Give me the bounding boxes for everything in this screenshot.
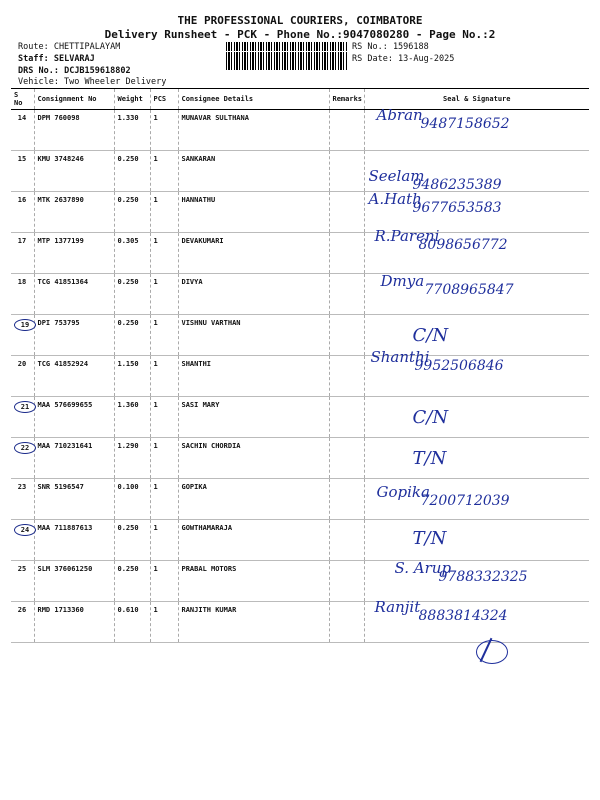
- col-sno: S No: [11, 89, 34, 110]
- col-pcs: PCS: [150, 89, 178, 110]
- pcs-cell: 1: [150, 274, 178, 315]
- signature-cell: [364, 151, 589, 192]
- signature-cell: [364, 348, 589, 397]
- table-row: [11, 192, 589, 233]
- handwritten-remark: C/N: [412, 407, 449, 428]
- pcs-cell: 1: [150, 438, 178, 479]
- handwritten-phone: 9677653583: [412, 200, 502, 216]
- remarks-cell: [329, 520, 364, 561]
- document-subtitle: Delivery Runsheet - PCK - Phone No.:9047080280 - Page No.:2: [104, 28, 496, 41]
- consignee-cell: GOPIKA: [178, 479, 329, 520]
- weight-cell: 1.330: [114, 110, 150, 151]
- drs-label: DRS No.:: [18, 66, 59, 76]
- remarks-cell: [329, 438, 364, 479]
- pcs-cell: 1: [150, 397, 178, 438]
- staff: [18, 54, 95, 64]
- consignment-cell: KMU 3748246: [34, 151, 114, 192]
- remarks-cell: [329, 356, 364, 397]
- sno-cell: [11, 356, 34, 397]
- handwritten-signature: Gopika: [376, 483, 430, 501]
- serial-number: 18: [17, 278, 27, 286]
- serial-number: 17: [17, 237, 27, 245]
- serial-number: 22: [14, 442, 36, 454]
- consignment-cell: SLM 376061250: [34, 561, 114, 602]
- pcs-cell: 1: [150, 520, 178, 561]
- weight-cell: 1.290: [114, 438, 150, 479]
- consignment-cell: MAA 710231641: [34, 438, 114, 479]
- consignment-cell: MTP 1377199: [34, 233, 114, 274]
- weight-cell: 0.305: [114, 233, 150, 274]
- handwritten-phone: 9487158652: [420, 116, 510, 132]
- weight-cell: 0.250: [114, 520, 150, 561]
- handwritten-phone: 7708965847: [424, 282, 514, 298]
- serial-number: 19: [14, 319, 36, 331]
- pcs-cell: 1: [150, 315, 178, 356]
- consignee-cell: DIVYA: [178, 274, 329, 315]
- consignee-cell: RANJITH KUMAR: [178, 602, 329, 643]
- weight-cell: 1.150: [114, 356, 150, 397]
- consignee-cell: SANKARAN: [178, 151, 329, 192]
- signature-cell: [364, 438, 589, 479]
- runsheet-table: [11, 88, 589, 643]
- handwritten-signature: Ranjit: [374, 598, 421, 616]
- handwritten-phone: 9952506846: [414, 358, 504, 374]
- remarks-cell: [329, 479, 364, 520]
- remarks-cell: [329, 274, 364, 315]
- pcs-cell: 1: [150, 602, 178, 643]
- handwritten-phone: 7200712039: [420, 493, 510, 509]
- signature-cell: [364, 520, 589, 561]
- handwritten-signature: Dmya: [380, 272, 425, 290]
- drs-number: [18, 66, 131, 76]
- sno-cell: [11, 192, 34, 233]
- weight-cell: 0.250: [114, 192, 150, 233]
- col-consignee: Consignee Details: [178, 89, 329, 110]
- table-row: [11, 397, 589, 438]
- serial-number: 24: [14, 524, 36, 536]
- consignee-cell: VISHNU VARTHAN: [178, 315, 329, 356]
- handwritten-signature: Abran: [376, 106, 423, 124]
- pcs-cell: 1: [150, 479, 178, 520]
- signature-cell: [364, 479, 589, 520]
- remarks-cell: [329, 397, 364, 438]
- handwritten-signature: R.Pareni: [374, 227, 440, 245]
- handwritten-signature: Shanthi: [370, 348, 430, 366]
- col-signature: Seal & Signature: [364, 89, 589, 110]
- signature-cell: [364, 598, 589, 643]
- consignee-cell: PRABAL MOTORS: [178, 561, 329, 602]
- serial-number: 21: [14, 401, 36, 413]
- signature-cell: [364, 274, 589, 315]
- serial-number: 26: [17, 606, 27, 614]
- route: Route: CHETTIPALAYAM: [18, 42, 121, 52]
- staff-label: Staff:: [18, 54, 49, 64]
- consignment-cell: TCG 41852924: [34, 356, 114, 397]
- weight-cell: 0.250: [114, 561, 150, 602]
- consignee-cell: GOWTHAMARAJA: [178, 520, 329, 561]
- sno-cell: [11, 561, 34, 602]
- sno-cell: [11, 274, 34, 315]
- handwritten-phone: 8098656772: [418, 237, 508, 253]
- table-row: [11, 356, 589, 397]
- consignment-cell: DPI 753795: [34, 315, 114, 356]
- sno-cell: [11, 397, 34, 438]
- rs-date: RS Date: 13-Aug-2025: [352, 54, 455, 64]
- pcs-cell: 1: [150, 561, 178, 602]
- drs-value: DCJB159618802: [64, 66, 131, 76]
- remarks-cell: [329, 315, 364, 356]
- consignee-cell: SACHIN CHORDIA: [178, 438, 329, 479]
- signature-cell: [364, 397, 589, 438]
- barcode-icon: [226, 42, 348, 70]
- serial-number: 20: [17, 360, 27, 368]
- pcs-cell: 1: [150, 356, 178, 397]
- remarks-cell: [329, 151, 364, 192]
- sno-cell: [11, 151, 34, 192]
- consignment-cell: TCG 41851364: [34, 274, 114, 315]
- handwritten-phone: 9486235389: [412, 177, 502, 193]
- pcs-cell: 1: [150, 233, 178, 274]
- table-row: [11, 520, 589, 561]
- table-row: [11, 561, 589, 602]
- serial-number: 15: [17, 155, 27, 163]
- signature-cell: [364, 561, 589, 602]
- serial-number: 16: [17, 196, 27, 204]
- rs-number: RS No.: 1596188: [352, 42, 429, 52]
- consignment-cell: DPM 760098: [34, 110, 114, 151]
- handwritten-remark: T/N: [412, 448, 447, 469]
- remarks-cell: [329, 602, 364, 643]
- col-weight: Weight: [114, 89, 150, 110]
- consignee-cell: SHANTHI: [178, 356, 329, 397]
- stamp-icon: [476, 640, 508, 664]
- signature-cell: [364, 227, 589, 274]
- consignment-cell: RMD 1713360: [34, 602, 114, 643]
- staff-value: SELVARAJ: [53, 54, 95, 64]
- serial-number: 25: [17, 565, 27, 573]
- sno-cell: [11, 315, 34, 356]
- table-row: [11, 602, 589, 643]
- sno-cell: [11, 602, 34, 643]
- remarks-cell: [329, 561, 364, 602]
- sno-cell: [11, 233, 34, 274]
- consignee-cell: MUNAVAR SULTHANA: [178, 110, 329, 151]
- consignee-cell: DEVAKUMARI: [178, 233, 329, 274]
- serial-number: 23: [17, 483, 27, 491]
- table-row: [11, 151, 589, 192]
- table-header: [11, 89, 589, 110]
- signature-cell: [364, 106, 589, 151]
- consignment-cell: MTK 2637890: [34, 192, 114, 233]
- handwritten-signature: A.Hath: [368, 190, 422, 208]
- weight-cell: 0.250: [114, 274, 150, 315]
- handwritten-phone: 8883814324: [418, 608, 508, 624]
- serial-number: 14: [17, 114, 27, 122]
- remarks-cell: [329, 233, 364, 274]
- consignment-cell: SNR 5196547: [34, 479, 114, 520]
- table-row: [11, 110, 589, 151]
- table-row: [11, 274, 589, 315]
- handwritten-remark: T/N: [412, 528, 447, 549]
- remarks-cell: [329, 192, 364, 233]
- remarks-cell: [329, 110, 364, 151]
- handwritten-remark: C/N: [412, 325, 449, 346]
- vehicle: Vehicle: Two Wheeler Delivery: [18, 77, 167, 87]
- sno-cell: [11, 110, 34, 151]
- handwritten-signature: S. Arup: [394, 559, 452, 577]
- weight-cell: 0.250: [114, 315, 150, 356]
- table-row: [11, 315, 589, 356]
- col-consignment: Consignment No: [34, 89, 114, 110]
- pcs-cell: 1: [150, 151, 178, 192]
- pcs-cell: 1: [150, 110, 178, 151]
- consignment-cell: MAA 576699655: [34, 397, 114, 438]
- weight-cell: 0.610: [114, 602, 150, 643]
- table-row: [11, 438, 589, 479]
- sno-cell: [11, 479, 34, 520]
- sno-cell: [11, 438, 34, 479]
- pcs-cell: 1: [150, 192, 178, 233]
- handwritten-phone: 9788332325: [438, 569, 528, 585]
- weight-cell: 0.100: [114, 479, 150, 520]
- weight-cell: 0.250: [114, 151, 150, 192]
- consignee-cell: SASI MARY: [178, 397, 329, 438]
- handwritten-signature: Seelam: [368, 167, 425, 185]
- consignment-cell: MAA 711887613: [34, 520, 114, 561]
- col-remarks: Remarks: [329, 89, 364, 110]
- weight-cell: 1.360: [114, 397, 150, 438]
- table-row: [11, 479, 589, 520]
- table-row: [11, 233, 589, 274]
- consignee-cell: HANNATHU: [178, 192, 329, 233]
- document-title: THE PROFESSIONAL COURIERS, COIMBATORE: [177, 14, 423, 27]
- sno-cell: [11, 520, 34, 561]
